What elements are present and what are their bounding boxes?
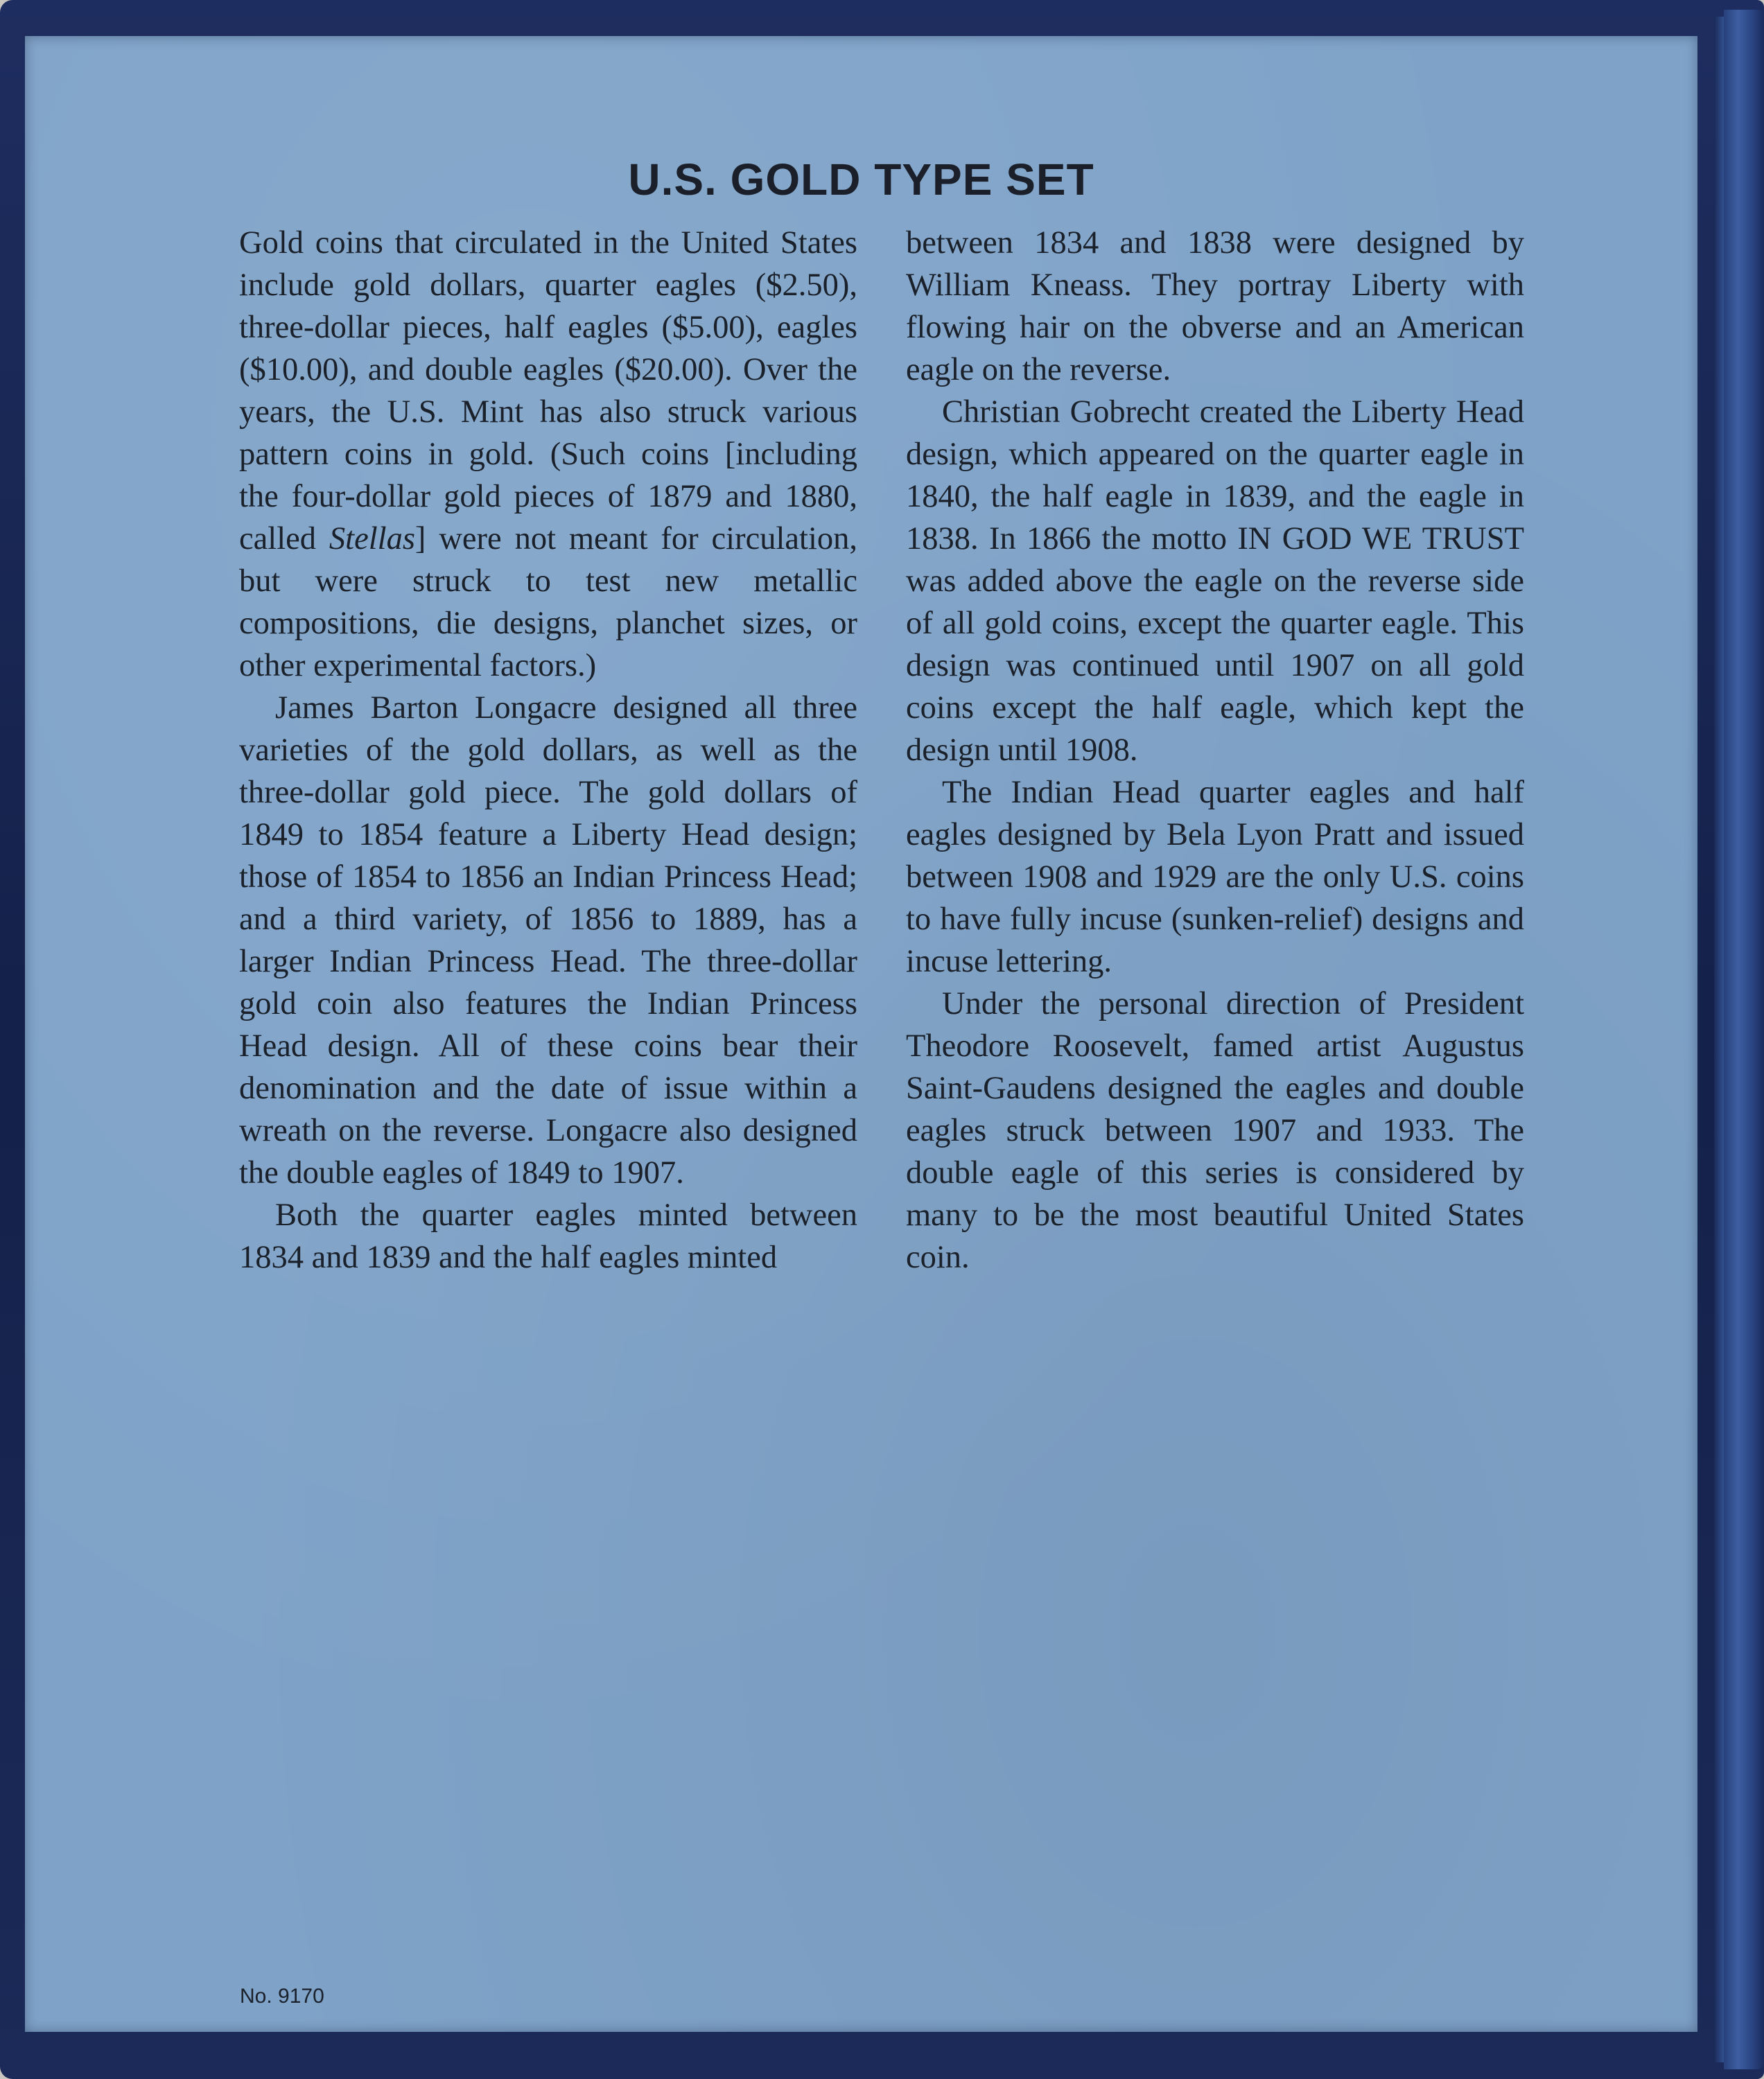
paragraph-gobrecht: Christian Gobrecht created the Liberty Head design, which appeared on the quarter eagle in 1840, the half eagle in 1839, and the eagle in 1838. In 1866 the motto IN GOD WE TRUST was added above the eagle on the reverse side of all gold coins, except the quarter eagle. This design was continued until 1907 on all gold coins except the half eagle, which kept the design until 1908.: [906, 394, 1524, 768]
paragraph-longacre: James Barton Longacre designed all three varieties of the gold dollars, as well as the three-dollar gold piece. The gold dollars of 1849 to 1854 feature a Liberty Head design; those of 1854 to 1856 an Indian Princess Head; and a third variety, of 1856 to 1889, has a larger Indian Princess Head. The three-dollar gold coin also features the Indian Princess Head design. All of these coins bear their denomination and the date of issue within a wreath on the reverse. Longacre also designed the double eagles of 1849 to 1907.: [239, 690, 857, 1191]
stellas-italic: Stellas: [329, 521, 415, 556]
spine-edge: [1714, 17, 1724, 2062]
cover-title: U.S. GOLD TYPE SET: [628, 155, 1094, 204]
paragraph-kneass-start: Both the quarter eagles minted between 1834 and 1839 and the half eagles minted: [239, 1198, 857, 1275]
catalog-number: No. 9170: [240, 1985, 324, 2008]
paragraph-gold-coins: [239, 222, 857, 687]
paragraph-gold-coins-end: ] were not meant for circulation, but were struck to test new metallic compositions, die designs, planchet sizes, or other experimental factors.): [239, 521, 857, 683]
text-column-right: [906, 222, 1524, 1279]
paragraph-gold-coins-text: Gold coins that circulated in the United States include gold dollars, quarter eagles ($2.50), three-dollar pieces, half eagles ($5.00), eagles ($10.00), and double eagles ($20.00). Over the years, the U.S. Mint has also struck various pattern coins in gold. (Such coins [including the four-dollar gold pieces of 1879 and 1880, called: [239, 225, 857, 556]
cover-panel: [25, 36, 1697, 2032]
text-column-left: [239, 222, 857, 1279]
paragraph-saint-gaudens: Under the personal direction of President Theodore Roosevelt, famed artist Augustus Saint-Gaudens designed the eagles and double eagles struck between 1907 and 1933. The double eagle of this series is considered by many to be the most beautiful United States coin.: [906, 986, 1524, 1275]
paragraph-kneass-continued: between 1834 and 1838 were designed by William Kneass. They portray Liberty with flowing hair on the obverse and an American eagle on the reverse.: [906, 225, 1524, 387]
paragraph-pratt: The Indian Head quarter eagles and half eagles designed by Bela Lyon Pratt and issued between 1908 and 1929 are the only U.S. coins to have fully incuse (sunken-relief) designs and incuse lettering.: [906, 775, 1524, 979]
book-spine: [1724, 10, 1764, 2069]
